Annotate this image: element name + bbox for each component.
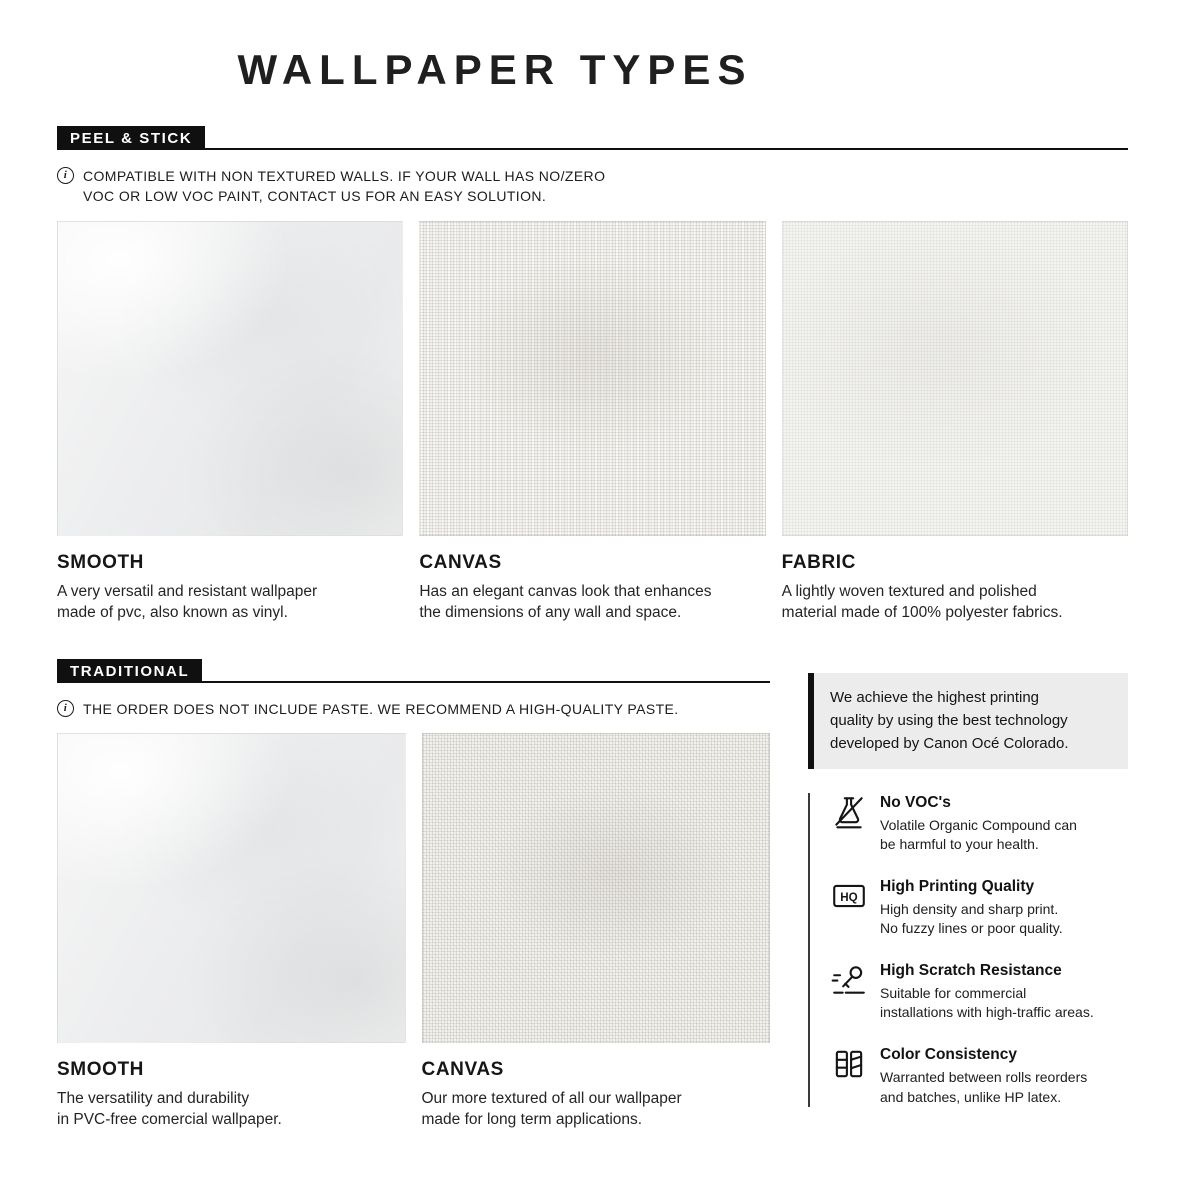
description-line: No fuzzy lines or poor quality. bbox=[880, 920, 1063, 937]
section-traditional bbox=[57, 659, 770, 1130]
scratch-resistance-icon bbox=[830, 961, 868, 999]
peel-stick-section-label: PEEL & STICK bbox=[57, 126, 205, 150]
note-line: THE ORDER DOES NOT INCLUDE PASTE. WE RECOMMEND A HIGH-QUALITY PASTE. bbox=[83, 700, 679, 717]
description-line: High density and sharp print. bbox=[880, 900, 1059, 917]
note-line: VOC OR LOW VOC PAINT, CONTACT US FOR AN EASY SOLUTION. bbox=[83, 188, 547, 205]
description-line: in PVC-free comercial wallpaper. bbox=[57, 1111, 282, 1129]
statement-line: quality by using the best technology bbox=[830, 712, 1068, 729]
description-line: be harmful to your health. bbox=[880, 836, 1039, 853]
section-peel-and-stick bbox=[57, 126, 1128, 623]
description-line: the dimensions of any wall and space. bbox=[419, 603, 682, 621]
traditional-header bbox=[57, 659, 770, 683]
description-line: Suitable for commercial bbox=[880, 984, 1027, 1001]
content-area bbox=[0, 126, 1200, 1130]
feature-text bbox=[880, 961, 1094, 1023]
feature-text bbox=[880, 1045, 1087, 1107]
feature-description bbox=[880, 1068, 1087, 1107]
note-line: COMPATIBLE WITH NON TEXTURED WALLS. IF YOUR WALL HAS NO/ZERO bbox=[83, 168, 606, 184]
feature-list bbox=[808, 793, 1128, 1108]
feature-scratch-resistance bbox=[810, 961, 1128, 1023]
info-icon: i bbox=[57, 700, 74, 717]
no-voc-icon bbox=[830, 793, 868, 831]
quality-panel bbox=[808, 659, 1128, 1130]
description-line: Our more textured of all our wallpaper bbox=[421, 1090, 682, 1108]
feature-description bbox=[880, 816, 1077, 855]
wallpaper-type-description bbox=[57, 581, 403, 623]
feature-text bbox=[880, 793, 1077, 855]
traditional-and-quality-row bbox=[57, 659, 1128, 1130]
wallpaper-type-name: SMOOTH bbox=[57, 551, 144, 573]
wallpaper-type-name: CANVAS bbox=[421, 1059, 504, 1081]
header-rule bbox=[202, 681, 770, 683]
wallpaper-type-description bbox=[419, 581, 765, 623]
note-text bbox=[83, 166, 605, 207]
peel-stick-swatch-row bbox=[57, 221, 1128, 623]
color-consistency-icon bbox=[830, 1045, 868, 1083]
feature-title: Color Consistency bbox=[880, 1046, 1017, 1064]
wallpaper-type-card-fabric bbox=[782, 221, 1128, 623]
wallpaper-type-description bbox=[57, 1088, 406, 1130]
header-rule bbox=[205, 148, 1128, 150]
wallpaper-type-name: CANVAS bbox=[419, 551, 502, 573]
wallpaper-type-description bbox=[782, 581, 1128, 623]
high-printing-quality-icon bbox=[830, 877, 868, 915]
description-line: Has an elegant canvas look that enhances bbox=[419, 582, 712, 600]
feature-text bbox=[880, 877, 1063, 939]
feature-description bbox=[880, 984, 1094, 1023]
canvas-texture-sample bbox=[419, 221, 765, 536]
traditional-section-label: TRADITIONAL bbox=[57, 659, 202, 683]
description-line: installations with high-traffic areas. bbox=[880, 1004, 1094, 1021]
canvas-texture-sample bbox=[422, 733, 771, 1043]
printing-quality-statement bbox=[808, 673, 1128, 769]
description-line: material made of 100% polyester fabrics. bbox=[781, 603, 1063, 621]
feature-description bbox=[880, 900, 1063, 939]
wallpaper-type-card-smooth bbox=[57, 221, 403, 623]
fabric-texture-sample bbox=[782, 221, 1128, 536]
description-line: made of pvc, also known as vinyl. bbox=[57, 603, 288, 621]
statement-line: developed by Canon Océ Colorado. bbox=[830, 735, 1069, 753]
wallpaper-type-card-canvas bbox=[422, 733, 771, 1130]
description-line: A lightly woven textured and polished bbox=[781, 582, 1037, 600]
wallpaper-type-name: FABRIC bbox=[781, 551, 856, 573]
hq-icon-text: HQ bbox=[840, 890, 858, 904]
description-line: Warranted between rolls reorders bbox=[880, 1069, 1088, 1086]
feature-title: High Scratch Resistance bbox=[880, 961, 1062, 979]
peel-stick-header bbox=[57, 126, 1128, 150]
description-line: The versatility and durability bbox=[57, 1090, 250, 1108]
feature-title: High Printing Quality bbox=[880, 877, 1035, 895]
info-icon: i bbox=[57, 167, 74, 184]
feature-color-consistency bbox=[810, 1045, 1128, 1107]
wallpaper-type-card-smooth bbox=[57, 733, 406, 1130]
traditional-note bbox=[57, 699, 770, 719]
description-line: and batches, unlike HP latex. bbox=[880, 1088, 1062, 1105]
feature-no-voc bbox=[810, 793, 1128, 855]
statement-line: We achieve the highest printing bbox=[830, 688, 1040, 706]
wallpaper-type-description bbox=[422, 1088, 771, 1130]
peel-stick-note bbox=[57, 166, 1128, 207]
feature-title: No VOC's bbox=[880, 793, 951, 811]
wallpaper-type-card-canvas bbox=[419, 221, 765, 623]
smooth-texture-sample bbox=[57, 733, 406, 1043]
smooth-texture-sample bbox=[57, 221, 403, 536]
description-line: A very versatil and resistant wallpaper bbox=[57, 582, 318, 600]
note-text bbox=[83, 699, 679, 719]
wallpaper-type-name: SMOOTH bbox=[57, 1059, 144, 1081]
page-title: WALLPAPER TYPES bbox=[237, 46, 753, 93]
description-line: made for long term applications. bbox=[421, 1111, 643, 1129]
traditional-swatch-row bbox=[57, 733, 770, 1130]
description-line: Volatile Organic Compound can bbox=[880, 816, 1077, 833]
feature-high-printing-quality bbox=[810, 877, 1128, 939]
